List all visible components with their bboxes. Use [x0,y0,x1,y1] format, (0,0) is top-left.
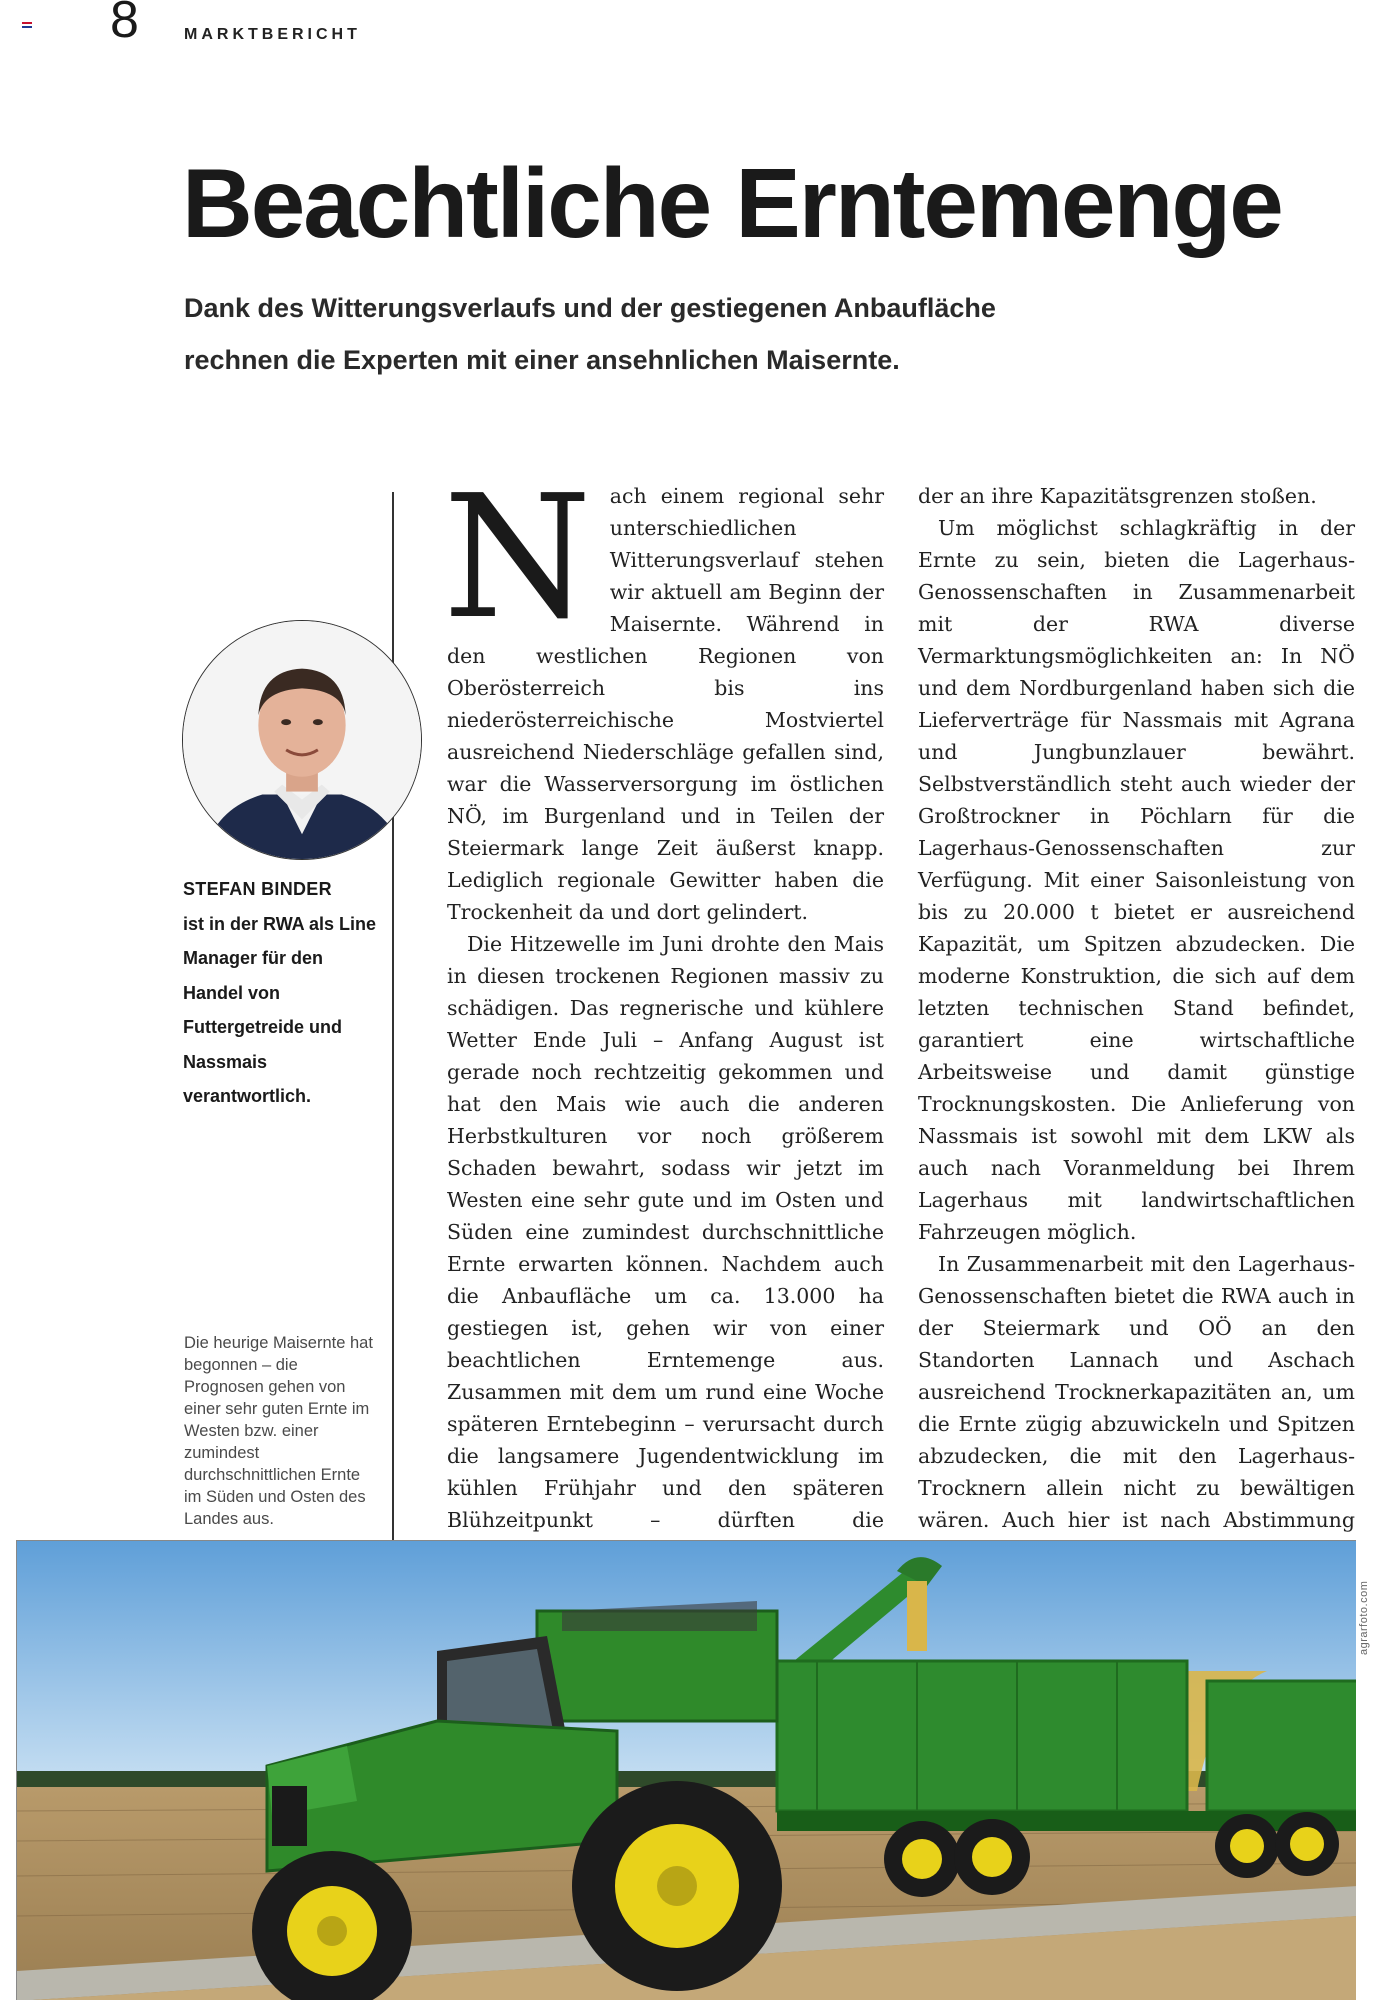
paragraph: Die Hitzewelle im Juni drohte den Mais in diesen trockenen Regionen massiv zu schädigen. Das regnerische und kühlere Wetter Ende Juli – Anfang August ist gerade noch rechtzeitig gekommen und hat den Mais wie auch die anderen Herbstkulturen vor noch größerem Schaden bewahrt, sodass wir jetzt im Westen eine sehr gute und im Osten und Süden eine zumindest durchschnittliche Ernte erwarten können. Nachdem auch die Anbaufläche um ca. 13.000 ha gestiegen ist, gehen wir von einer beachtlichen Erntemenge aus. Zusammen mit dem um rund eine Woche späteren Erntebeginn – verursacht durch die langsamere Jugendentwicklung im kühlen Frühjahr und den späteren Blühzeitpunkt – dürften die [447,932,884,1532]
harvest-photo [16,1540,1356,2000]
headline: Beachtliche Erntemenge [182,148,1282,258]
flag-icon [22,22,32,28]
photo-credit: agrarfoto.com [1358,1580,1370,1655]
paragraph: Um möglichst schlagkräftig in der Ernte zu sein, bieten die Lagerhaus-Genossenschaften in Zusammenarbeit mit der RWA diverse Vermarktungsmöglichkeiten an: In NÖ und dem Nordburgenland haben sich die Lieferverträge für Nassmais mit Agrana und Jungbunzlauer bewährt. Selbstverständlich steht auch wieder der Großtrockner in Pöchlarn für die Lagerhaus-Genossenschaften zur Verfügung. Mit einer Saisonleistung von bis zu 20.000 t bietet er ausreichend Kapazität, um Spitzen abzudecken. Die moderne Konstruktion, die sich auf dem letzten technischen Stand befindet, garantiert eine wirtschaftliche Arbeitsweise und damit günstige Trocknungskosten. Die Anlieferung von Nassmais ist sowohl mit dem LKW als auch nach Voranmeldung bei Ihrem Lagerhaus mit landwirtschaftlichen Fahrzeugen möglich. [918,516,1355,1244]
article-column-1 [443,459,884,1600]
section-label: MARKTBERICHT [184,26,361,43]
photo-caption: Die heurige Maisernte hat begonnen – die Prognosen gehen von einer sehr guten Ernte im Westen bzw. einer zumindest durchschnittlichen Ernte im Süden und Osten des Landes aus. [184,1334,373,1528]
author-portrait [182,620,422,860]
portrait-image [183,621,421,859]
dropcap: N [443,459,592,657]
paragraph: ach einem regional sehr unterschiedlichen Witterungsverlauf stehen wir aktuell am Beginn der Maisernte. Während in den westlichen Regionen von Oberösterreich bis ins niederösterreichische Mostviertel ausreichend Niederschläge gefallen sind, war die Wasserversorgung im östlichen NÖ, im Burgenland und in Teilen der Steiermark lange Zeit äußerst knapp. Lediglich regionale Gewitter haben die Trockenheit da und dort gelindert. [447,484,884,924]
author-description: ist in der RWA als Line Manager für den Handel von Futtergetreide und Nassmais verantwortlich. [183,913,377,1106]
author-bio [183,872,383,1114]
tractor-trailer-illustration [17,1541,1356,2000]
page-number: 8 [110,0,139,49]
article-column-2 [918,480,1355,1600]
sidebar-divider [392,492,394,1540]
paragraph-text: In Zusammenarbeit mit den Lagerhaus-Genossenschaften bietet die RWA auch in der Steiermark und OÖ an den Standorten Lannach und Aschach ausreichend Trocknerkapazitäten an, um die Ernte zügig abzuwickeln und Spitzen abzudecken, die mit den Lagerhaus-Trocknern allein nicht zu bewältigen wären. Auch hier ist nach Abstimmung [918,1252,1355,1532]
subheadline: Dank des Witterungsverlaufs und der gestiegenen Anbaufläche rechnen die Experten mit einer ansehnlichen Maisernte. [184,293,996,375]
author-name: STEFAN BINDER [183,879,332,899]
paragraph: der an ihre Kapazitätsgrenzen stoßen. [918,484,1317,508]
